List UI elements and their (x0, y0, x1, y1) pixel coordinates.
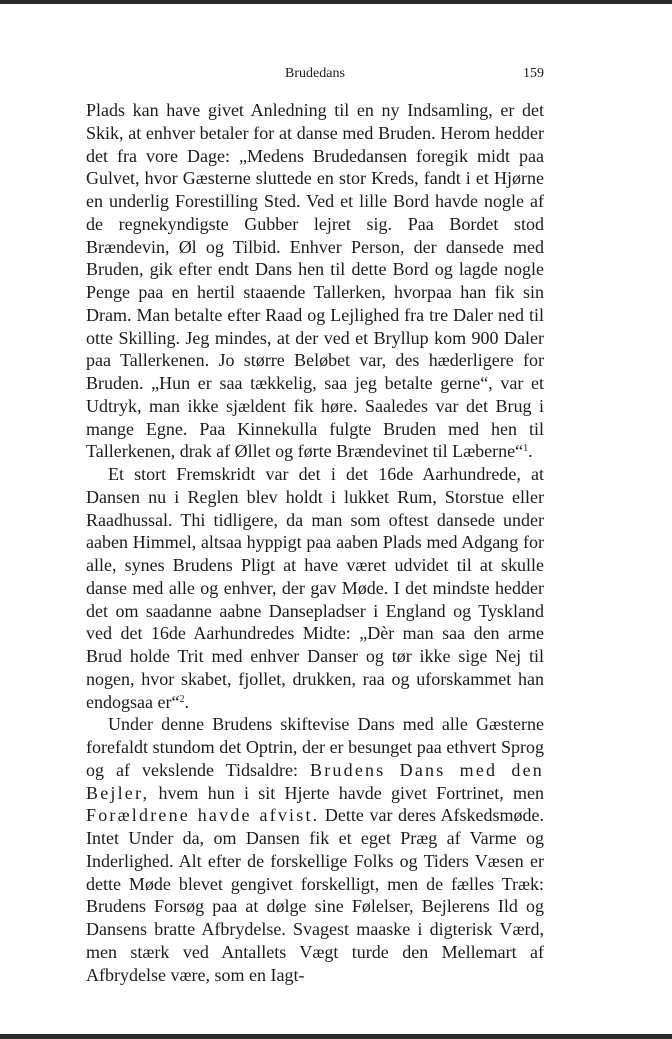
paragraph-text: Dette var deres Afskedsmøde. Intet Under da, om Dansen fik et eget Præg af Varme og Inderlighed. Alt efter de forskellige Folks og Tiders Væsen er dette Møde blevet gengivet forskelligt, men de fælles Træk: Brudens Forsøg paa at dølge sine Følelser, Bejlerens Ild og Dansens bratte Afbrydelse. Svagest maaske i digterisk Værd, men stærk ved Antallets Vægt turde den Mellemart af Afbrydelse være, som en Iagt- (86, 805, 545, 985)
emphasized-text: Forældrene havde afvist. (86, 805, 320, 826)
paragraph-text: Under denne Brudens skiftevise Dans med alle Gæsterne forefaldt stundom det Optrin, der er besunget paa ethvert Sprog og af vekslende Tidsaldre: (86, 714, 544, 780)
paragraph-text: . (184, 691, 189, 712)
paragraph (86, 99, 544, 463)
paragraph-text: . (528, 441, 533, 462)
body-text (86, 99, 544, 986)
scan-border-bottom (0, 1034, 672, 1039)
paragraph-text: Plads kan have givet Anledning til en ny Indsamling, er det Skik, at enhver betaler for at danse med Bruden. Herom hedder det fra vore Dage: „Medens Brudedansen foregik midt paa Gulvet, hvor Gæsterne sluttede en stor Kreds, fandt i et Hjørne en underlig Forestilling Sted. Ved et lille Bord havde nogle af de regnekyndigste Gubber lejret sig. Paa Bordet stod Brændevin, Øl og Tilbid. Enhver Person, der dansede med Bruden, gik efter endt Dans hen til dette Bord og lagde nogle Penge paa en hertil staaende Tallerken, hvorpaa han fik sin Dram. Man betalte efter Raad og Lejlighed fra tre Daler ned til otte Skilling. Jeg mindes, at der ved et Bryllup kom 900 Daler paa Tallerkenen. Jo større Beløbet var, des hæderligere for Bruden. „Hun er saa tækkelig, saa jeg betalte gerne“, var et Udtryk, man ikke sjældent fik høre. Saaledes var det Brug i mange Egne. Paa Kinnekulla fulgte Bruden med hen til Tallerkenen, drak af Øllet og førte Brændevinet til Læberne“ (86, 100, 544, 462)
footnote-marker[interactable]: 1 (523, 443, 529, 455)
paragraph-text: Et stort Fremskridt var det i det 16de Aarhundrede, at Dansen nu i Reglen blev holdt i lukket Rum, Storstue eller Raadhussal. Thi tidligere, da man som oftest dansede under aaben Himmel, altsaa hyppigt paa aaben Plads med Adgang for alle, synes Brudens Pligt at have været udvidet til at skulle danse med alle og enhver, der gav Møde. I det mindste hedder det om saadanne aabne Dansepladser i England og Tyskland ved det 16de Aarhundredes Midte: „Dèr man saa den arme Brud holde Trit med enhver Danser og tør ikke sige Nej til nogen, hvor skabet, fjollet, drukken, raa og uforskammet han endogsaa er“ (86, 464, 544, 712)
paragraph (86, 463, 544, 713)
paragraph-text: hvem hun i sit Hjerte havde givet Fortrinet, men (158, 782, 544, 803)
running-header (86, 66, 544, 86)
emphasized-text: Brudens Dans med den Bejler, (86, 759, 545, 803)
scan-border-top (0, 0, 672, 4)
page-number: 159 (523, 66, 544, 81)
running-title: Brudedans (285, 66, 345, 81)
footnote-marker[interactable]: 2 (179, 693, 185, 705)
paragraph (86, 713, 544, 986)
